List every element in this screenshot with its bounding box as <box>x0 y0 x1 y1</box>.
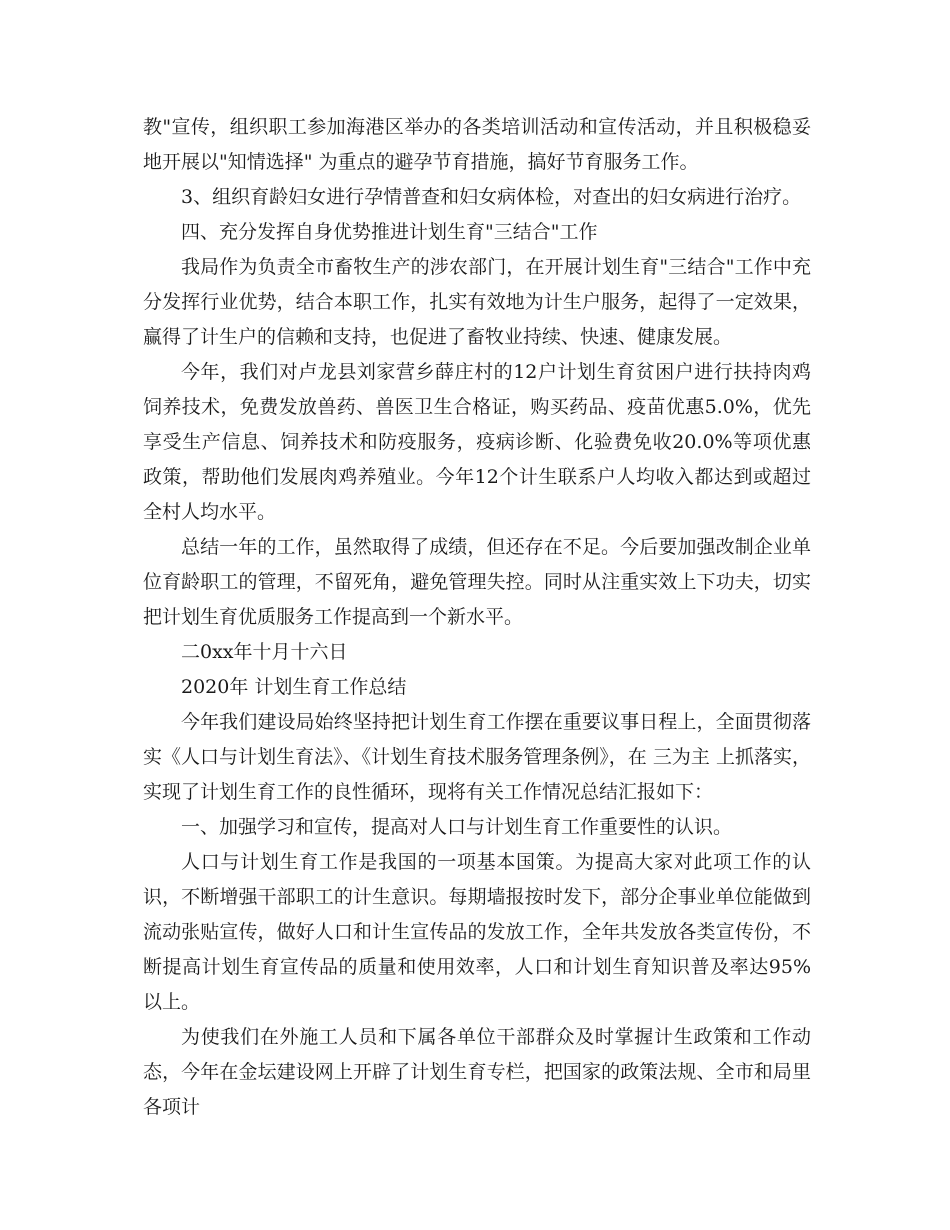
paragraph-summary: 总结一年的工作，虽然取得了成绩，但还存在不足。今后要加强改制企业单位育龄职工的管理，不留死角，避免管理失控。同时从注重实效上下功夫，切实把计划生育优质服务工作提高到一个新水平。 <box>143 536 811 628</box>
section-heading-1: 一、加强学习和宣传，提高对人口与计划生育工作重要性的认识。 <box>181 816 733 838</box>
paragraph-support-measures: 今年，我们对卢龙县刘家营乡薛庄村的12户计划生育贫困户进行扶持肉鸡饲养技术，免费发放兽药、兽医卫生合格证，购买药品、疫苗优惠5.0%，优先享受生产信息、饲养技术和防疫服务，疫病诊断、化验费免收20.0%等项优惠政策，帮助他们发展肉鸡养殖业。今年12个计生联系户人均收入都达到或超过全村人均水平。 <box>143 361 811 523</box>
section-heading-4: 四、充分发挥自身优势推进计划生育"三结合"工作 <box>181 221 598 243</box>
paragraph-bureau-role: 我局作为负责全市畜牧生产的涉农部门，在开展计划生育"三结合"工作中充分发挥行业优势，结合本职工作，扎实有效地为计生户服务，起得了一定效果，赢得了计生户的信赖和支持，也促进了畜牧业持续、快速、健康发展。 <box>143 256 811 348</box>
document-date: 二0xx年十月十六日 <box>181 641 348 663</box>
paragraph-continuation: 教"宣传，组织职工参加海港区举办的各类培训活动和宣传活动，并且积极稳妥地开展以"知情选择" 为重点的避孕节育措施，搞好节育服务工作。 <box>143 116 811 173</box>
paragraph-intro: 今年我们建设局始终坚持把计划生育工作摆在重要议事日程上，全面贯彻落实《人口与计划生育法》、《计划生育技术服务管理条例》，在 三为主 上抓落实，实现了计划生育工作的良性循环，现将有关工作情况总结汇报如下： <box>143 711 811 803</box>
document-title: 2020年 计划生育工作总结 <box>181 676 407 698</box>
paragraph-item-3: 3、组织育龄妇女进行孕情普查和妇女病体检，对查出的妇女病进行治疗。 <box>181 186 802 208</box>
paragraph-policy: 人口与计划生育工作是我国的一项基本国策。为提高大家对此项工作的认识，不断增强干部职工的计生意识。每期墙报按时发下，部分企事业单位能做到流动张贴宣传，做好人口和计生宣传品的发放工作，全年共发放各类宣传份，不断提高计划生育宣传品的质量和使用效率，人口和计划生育知识普及率达95%以上。 <box>143 851 811 1013</box>
paragraph-online-column: 为使我们在外施工人员和下属各单位干部群众及时掌握计生政策和工作动态，今年在金坛建设网上开辟了计划生育专栏，把国家的政策法规、全市和局里各项计 <box>143 1026 811 1118</box>
document-page <box>143 110 811 1125</box>
